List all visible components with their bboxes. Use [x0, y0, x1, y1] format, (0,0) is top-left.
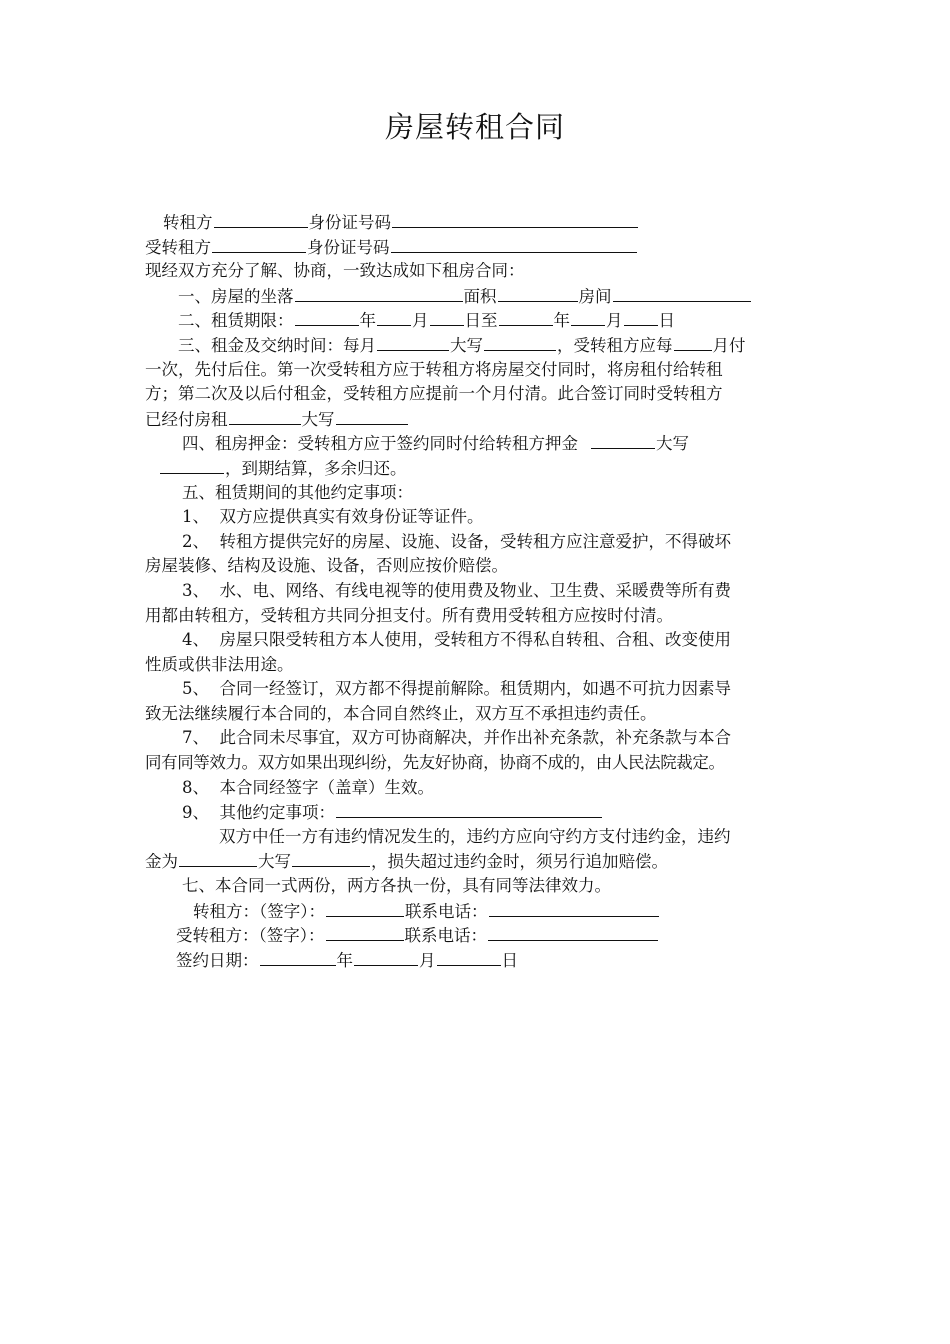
- lessee-label: 受转租方: [145, 237, 211, 257]
- item-8: 8、 本合同经签字（盖章）生效。: [182, 777, 434, 797]
- end-day-blank[interactable]: [624, 308, 658, 326]
- deposit-words-blank[interactable]: [160, 456, 224, 474]
- section-5-heading: 五、租赁期间的其他约定事项：: [182, 482, 413, 502]
- paid-rent-words-blank[interactable]: [336, 407, 408, 425]
- end-year-blank[interactable]: [499, 308, 553, 326]
- lessee-line: [145, 235, 807, 260]
- section-3-line-2: 一次，先付后住。第一次受转租方应于转租方将房屋交付同时，将房租付给转租: [145, 359, 723, 379]
- item-2: 2、 转租方提供完好的房屋、设施、设备，受转租方应注意爱护，不得破坏: [182, 531, 731, 551]
- document-title: 房屋转租合同: [384, 110, 565, 144]
- lessor-signature-blank[interactable]: [326, 899, 404, 917]
- lessor-signature-line: 转租方：（签字）： 联系电话：: [145, 899, 807, 924]
- start-year-blank[interactable]: [295, 308, 359, 326]
- item-4: 4、 房屋只限受转租方本人使用，受转租方不得私自转租、合租、改变使用: [182, 630, 731, 650]
- pay-interval-blank[interactable]: [674, 333, 712, 351]
- other-terms-blank[interactable]: [336, 800, 602, 818]
- section-7: 七、本合同一式两份，两方各执一份，具有同等法律效力。: [182, 876, 611, 896]
- end-month-blank[interactable]: [571, 308, 605, 326]
- sign-year-blank[interactable]: [260, 948, 336, 966]
- item-4-cont: 性质或供非法用途。: [145, 654, 294, 674]
- item-7-cont: 同有同等效力。双方如果出现纠纷，先友好协商，协商不成的，由人民法院裁定。: [145, 753, 725, 773]
- lessor-phone-blank[interactable]: [489, 899, 659, 917]
- section-3-line-3: 方；第二次及以后付租金，受转租方应提前一个月付清。此合签订同时受转租方: [145, 384, 723, 404]
- penalty-blank[interactable]: [179, 849, 257, 867]
- breach-line-2: 金为 大写 ，损失超过违约金时，须另行追加赔偿。: [145, 849, 807, 874]
- breach-line-1: 双方中任一方有违约情况发生的，违约方应向守约方支付违约金，违约: [219, 826, 731, 846]
- start-day-blank[interactable]: [430, 308, 464, 326]
- item-7: 7、 此合同未尽事宜，双方可协商解决，并作出补充条款，补充条款与本合: [182, 728, 731, 748]
- section-3-line-4: 已经付房租 大写: [145, 407, 807, 432]
- penalty-words-blank[interactable]: [292, 849, 370, 867]
- item-5: 5、 合同一经签订，双方都不得提前解除。租赁期内，如遇不可抗力因素导: [182, 679, 731, 699]
- lessor-line: [145, 210, 807, 235]
- lessor-label: 转租方: [163, 213, 213, 232]
- lessor-id-blank[interactable]: [392, 210, 638, 228]
- item-3: 3、 水、电、网络、有线电视等的使用费及物业、卫生费、采暖费等所有费: [182, 580, 731, 600]
- section-4-deposit: 四、租房押金：受转租方应于签约同时付给转租方押金 大写: [145, 431, 807, 456]
- room-blank[interactable]: [613, 284, 751, 302]
- intro-text: 现经双方充分了解、协商，一致达成如下租房合同：: [145, 261, 525, 281]
- item-9: 9、 其他约定事项：: [145, 800, 807, 825]
- item-1: 1、 双方应提供真实有效身份证等证件。: [182, 507, 484, 527]
- sign-day-blank[interactable]: [437, 948, 501, 966]
- paid-rent-blank[interactable]: [229, 407, 301, 425]
- start-month-blank[interactable]: [377, 308, 411, 326]
- lessee-signature-line: 受转租方：（签字）： 联系电话：: [145, 923, 807, 948]
- deposit-blank[interactable]: [591, 431, 655, 449]
- lessee-name-blank[interactable]: [212, 235, 306, 253]
- section-1-location: 一、房屋的坐落 面积 房间: [145, 284, 807, 309]
- lessor-id-label: 身份证号码: [308, 213, 391, 232]
- item-2-cont: 房屋装修、结构及设施、设备，否则应按价赔偿。: [145, 556, 508, 576]
- location-blank[interactable]: [295, 284, 463, 302]
- section-2-term: 二、租赁期限： 年 月 日至 年 月 日: [145, 308, 807, 333]
- contract-body: [145, 210, 807, 972]
- monthly-rent-blank[interactable]: [377, 333, 449, 351]
- lessee-id-blank[interactable]: [391, 235, 637, 253]
- section-3-rent: 三、租金及交纳时间：每月 大写 ，受转租方应每 月付: [145, 333, 807, 358]
- lessee-id-label: 身份证号码: [307, 237, 390, 257]
- monthly-rent-words-blank[interactable]: [484, 333, 556, 351]
- area-blank[interactable]: [498, 284, 578, 302]
- sign-date-line: 签约日期： 年 月 日: [145, 948, 807, 973]
- item-5-cont: 致无法继续履行本合同的，本合同自然终止，双方互不承担违约责任。: [145, 703, 657, 723]
- item-3-cont: 用都由转租方，受转租方共同分担支付。所有费用受转租方应按时付清。: [145, 605, 673, 625]
- section-4-line-2: ，到期结算，多余归还。: [145, 456, 807, 481]
- lessee-signature-blank[interactable]: [326, 923, 404, 941]
- lessee-phone-blank[interactable]: [488, 923, 658, 941]
- lessor-name-blank[interactable]: [214, 210, 308, 228]
- sign-month-blank[interactable]: [354, 948, 418, 966]
